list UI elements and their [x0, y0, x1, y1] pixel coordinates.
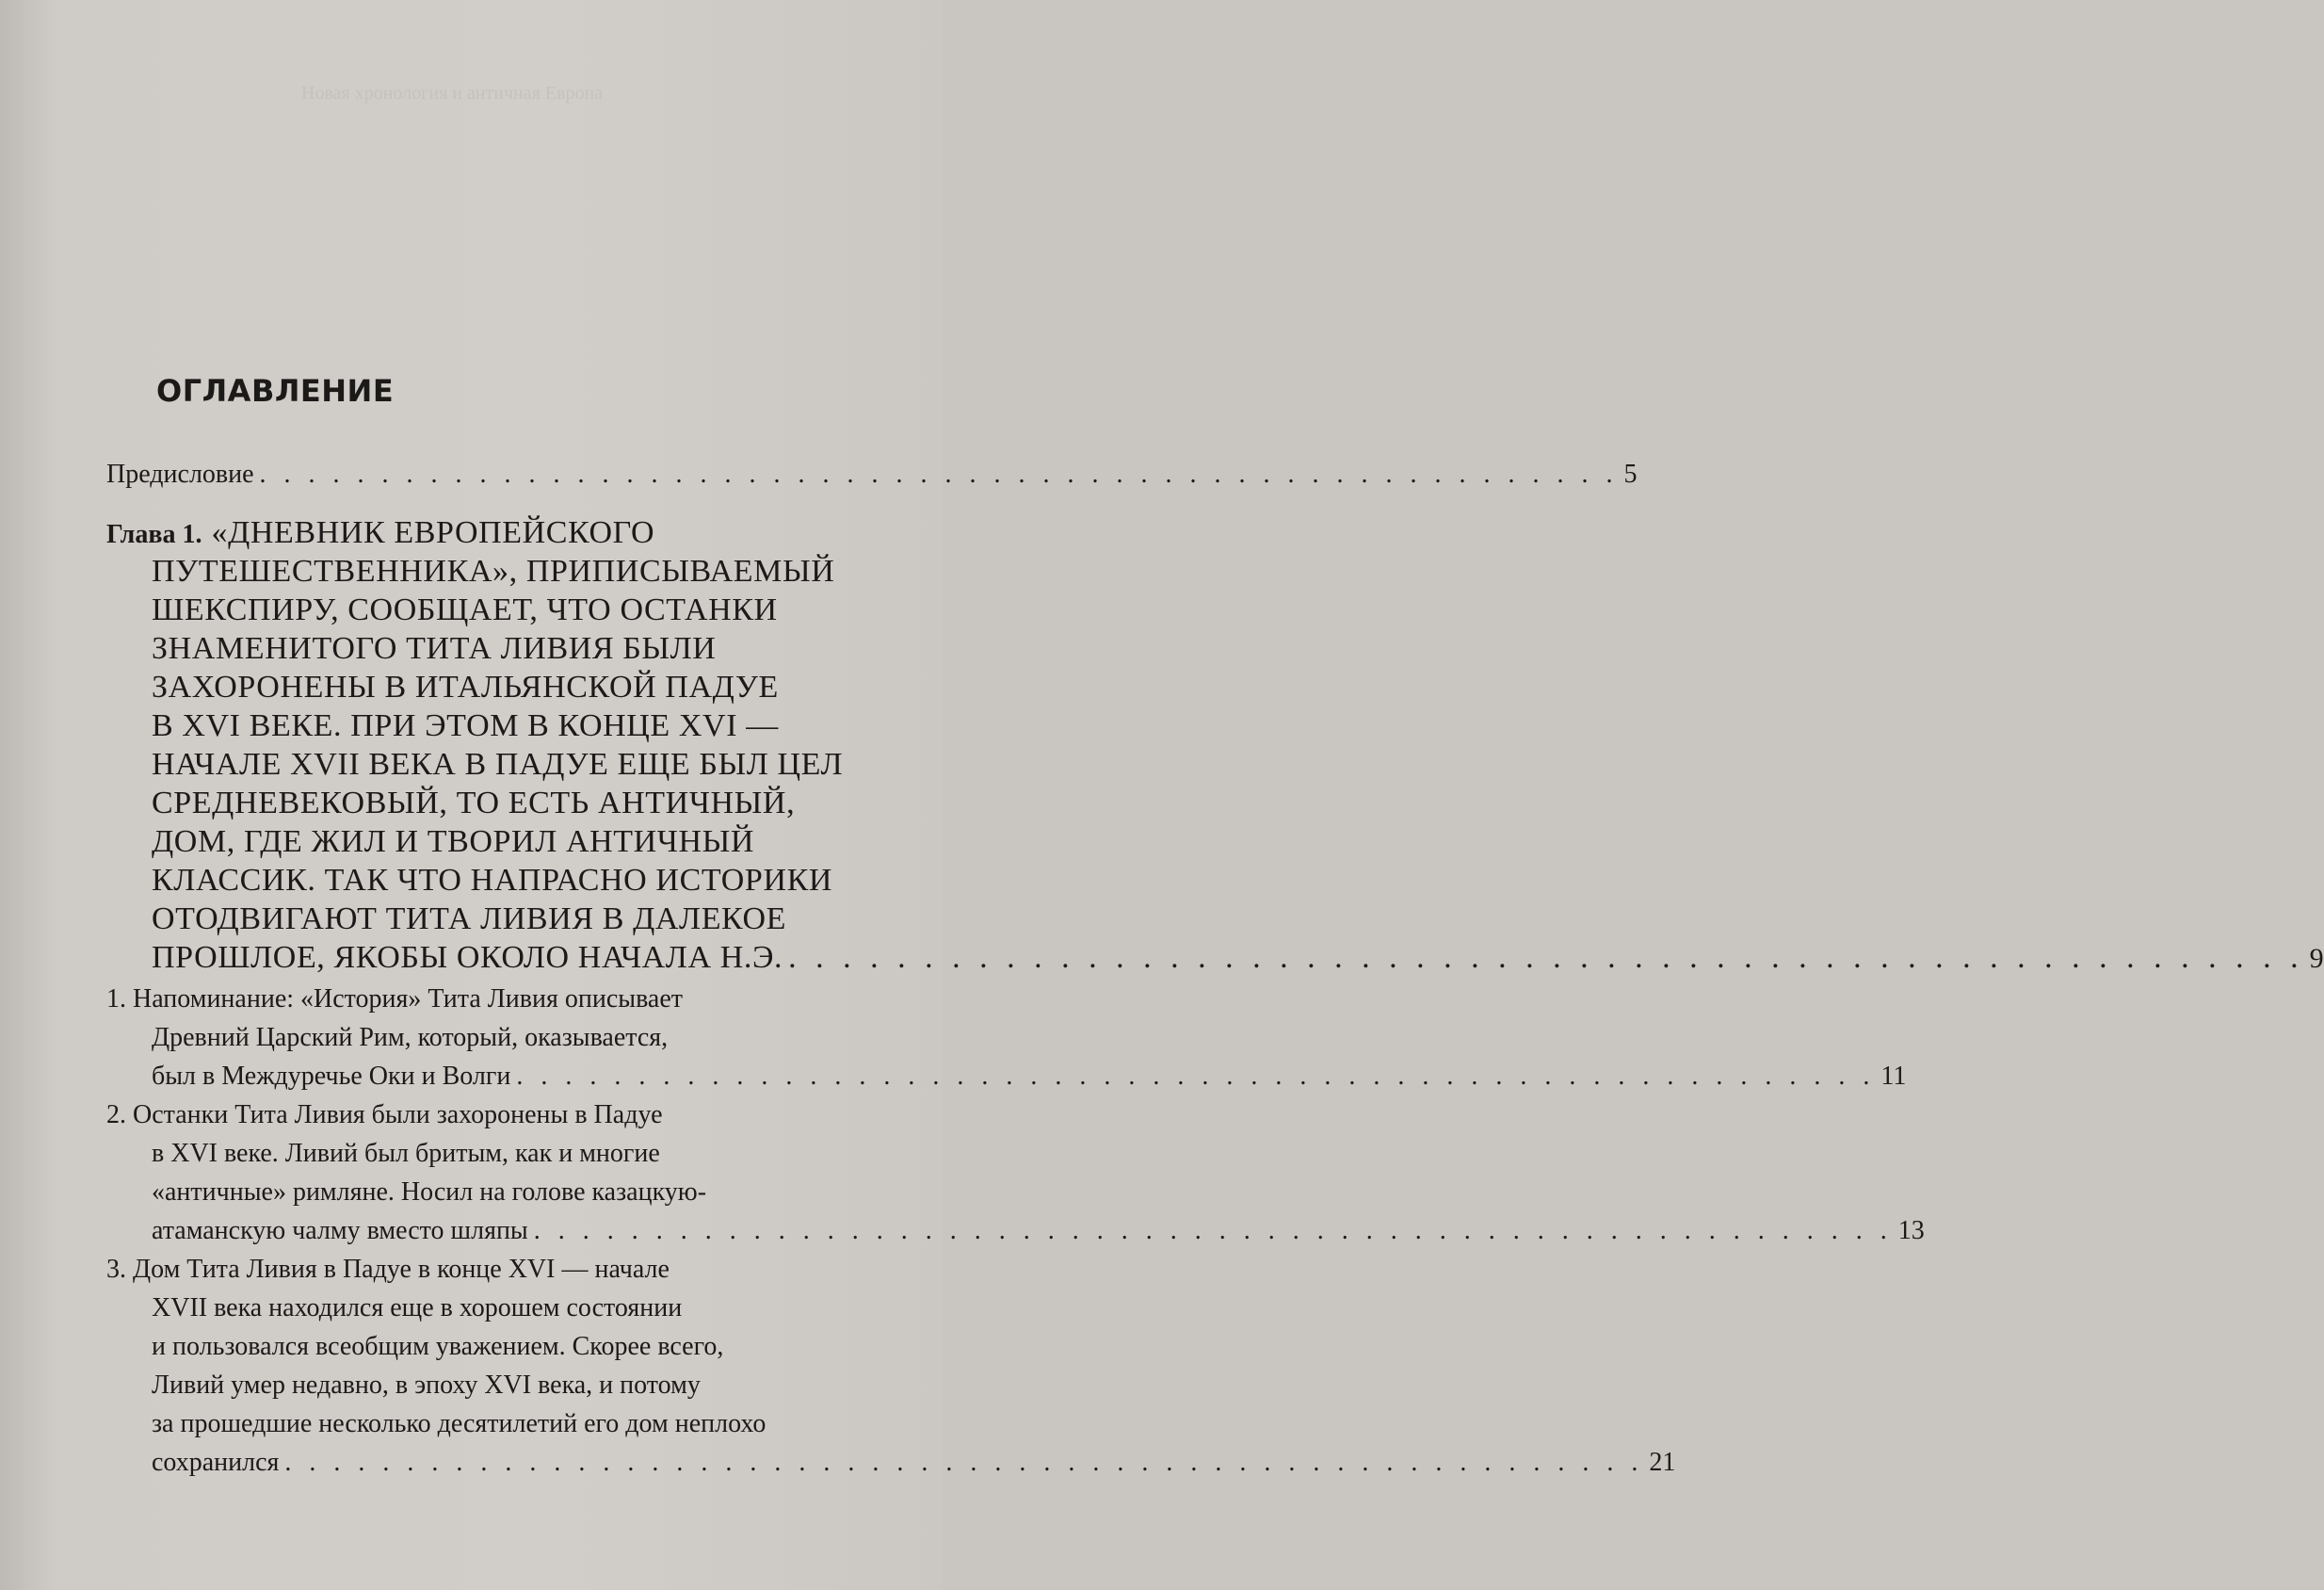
entry-text: 2. Останки Тита Ливия были захоронены в Падуе [106, 1100, 663, 1129]
entry-text: и пользовался всеобщим уважением. Скорее всего, [152, 1332, 724, 1361]
chapter-title-line: СРЕДНЕВЕКОВЫЙ, ТО ЕСТЬ АНТИЧНЫЙ, [152, 786, 796, 820]
page-number: 21 [1649, 1448, 1676, 1477]
page-number: 9 [2309, 943, 2324, 974]
chapter-label: Глава 1. [106, 520, 202, 549]
chapter-title-line: ЗАХОРОНЕНЫ В ИТАЛЬЯНСКОЙ ПАДУЕ [152, 670, 779, 705]
toc-title: ОГЛАВЛЕНИЕ [156, 373, 395, 409]
chapter-title-line: НАЧАЛЕ XVII ВЕКА В ПАДУЕ ЕЩЕ БЫЛ ЦЕЛ [152, 747, 844, 782]
leader-dots: . . . . . . . . . . . . . . . . . . . . . . . . . . . . . . . . . . . . . . . . . . . . . . . . . . . . . . . . [259, 460, 1619, 489]
entry-text: был в Междуречье Оки и Волги [152, 1062, 511, 1091]
leader-dots: . . . . . . . . . . . . . . . . . . . . . . . . . . . . . . . . . . . . . . . . . . . . . . . . . . . . . . . . [788, 940, 2304, 975]
entry-text: 3. Дом Тита Ливия в Падуе в конце XVI — начале [106, 1255, 670, 1284]
entry-text: в XVI веке. Ливий был бритым, как и многие [152, 1139, 660, 1168]
chapter-title-line: «ДНЕВНИК ЕВРОПЕЙСКОГО [211, 515, 655, 550]
chapter-title-line: ЗНАМЕНИТОГО ТИТА ЛИВИЯ БЫЛИ [152, 631, 717, 666]
chapter-title-line: ПУТЕШЕСТВЕННИКА», ПРИПИСЫВАЕМЫЙ [152, 554, 835, 589]
entry-text: за прошедшие несколько десятилетий его дом неплохо [152, 1409, 767, 1438]
chapter-title-line: В XVI ВЕКЕ. ПРИ ЭТОМ В КОНЦЕ XVI — [152, 708, 779, 743]
entry-text: Предисловие [106, 460, 254, 489]
toc-entry-section-3[interactable] [106, 1250, 1676, 1482]
page-number: 13 [1897, 1216, 1925, 1245]
chapter-title-line: ПРОШЛОЕ, ЯКОБЫ ОКОЛО НАЧАЛА Н.Э. [152, 940, 783, 975]
chapter-title-line: ШЕКСПИРУ, СООБЩАЕТ, ЧТО ОСТАНКИ [152, 592, 778, 627]
entry-text: «античные» римляне. Носил на голове казацкую- [152, 1177, 707, 1207]
entry-text: сохранился [152, 1448, 280, 1477]
entry-text: атаманскую чалму вместо шляпы [152, 1216, 528, 1245]
leader-dots: . . . . . . . . . . . . . . . . . . . . . . . . . . . . . . . . . . . . . . . . . . . . . . . . . . . . . . . . [284, 1448, 1644, 1477]
chapter-title-line: ДОМ, ГДЕ ЖИЛ И ТВОРИЛ АНТИЧНЫЙ [152, 824, 755, 859]
entry-text: Древний Царский Рим, который, оказывается, [152, 1023, 669, 1052]
page-number: 11 [1880, 1062, 1907, 1091]
entry-text: XVII века находился еще в хорошем состоянии [152, 1293, 683, 1322]
toc-entry-section-1[interactable] [106, 980, 1907, 1095]
leader-dots: . . . . . . . . . . . . . . . . . . . . . . . . . . . . . . . . . . . . . . . . . . . . . . . . . . . . . . . . [533, 1216, 1893, 1245]
toc-entry-section-2[interactable] [106, 1095, 1925, 1250]
entry-text: Ливий умер недавно, в эпоху XVI века, и потому [152, 1371, 701, 1400]
toc-entry-chapter-1[interactable] [106, 513, 2324, 977]
chapter-title-line: ОТОДВИГАЮТ ТИТА ЛИВИЯ В ДАЛЕКОЕ [152, 901, 787, 936]
bleed-through-header: Новая хронология и античная Европа [301, 83, 604, 104]
leader-dots: . . . . . . . . . . . . . . . . . . . . . . . . . . . . . . . . . . . . . . . . . . . . . . . . . . . . . . . . [516, 1062, 1876, 1091]
entry-text: 1. Напоминание: «История» Тита Ливия описывает [106, 984, 684, 1014]
toc-entry-preface[interactable] [106, 455, 1638, 494]
page-number: 5 [1623, 460, 1638, 489]
chapter-title-line: КЛАССИК. ТАК ЧТО НАПРАСНО ИСТОРИКИ [152, 863, 833, 898]
